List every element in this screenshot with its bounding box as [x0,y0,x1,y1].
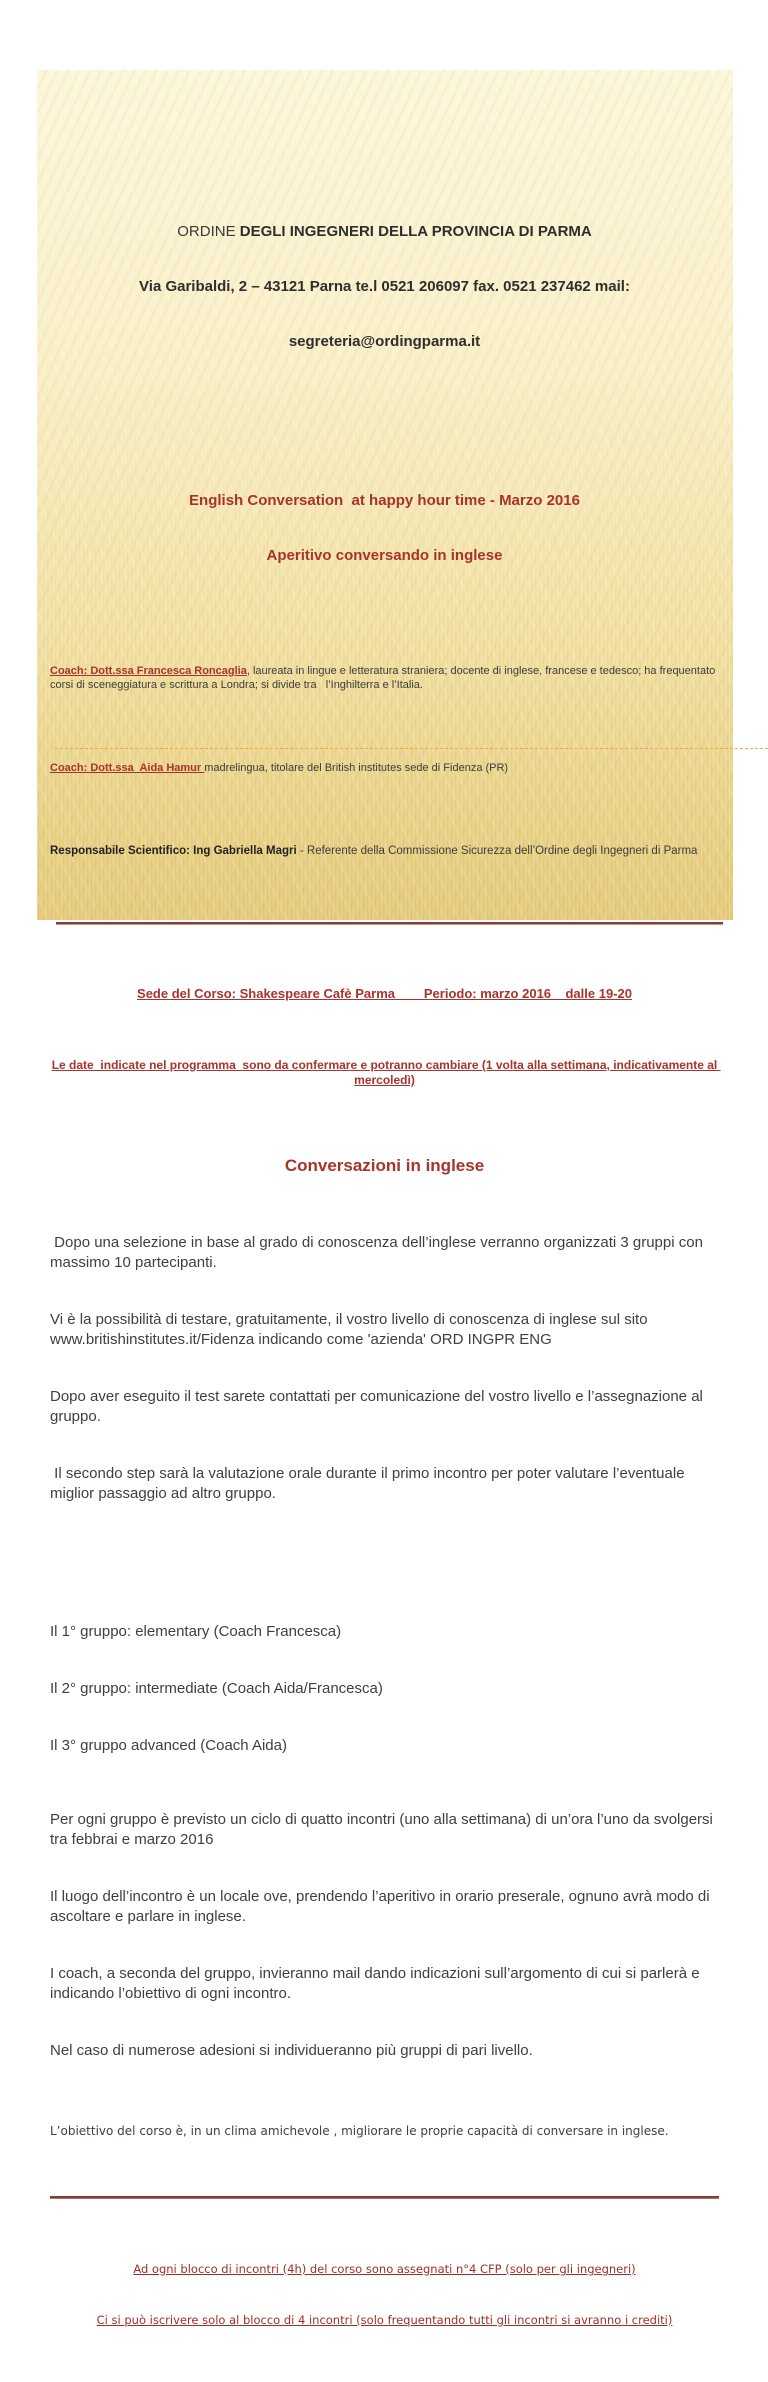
cfp-note-enrollment-text: Ci si può iscrivere solo al blocco di 4 incontri (solo frequentando tutti gli incontri si avranno i crediti) [96,2313,673,2327]
dates-note-text: Le date indicate nel programma sono da confermare e potranno cambiare (1 volta alla settimana, indicativamente al mercoledì) [51,1058,721,1087]
coach-francesca-description: , laureata in lingue e letteratura straniera; docente di inglese, francese e tedesco; ha frequentato corsi di sceneggiatura e scrittura a Londra; si divide tra l’Inghilterra e l’Italia. [50,665,719,691]
group-item-elementary: Il 1° gruppo: elementary (Coach Francesca) [50,1623,342,1640]
venue-period-line [50,985,719,1002]
org-name-prefix: ORDINE [177,223,240,240]
paragraph-test-result: Dopo aver eseguito il test sarete contattati per comunicazione del vostro livello e l’assegnazione al gruppo. [50,1388,708,1425]
venue-period-text: Sede del Corso: Shakespeare Cafè Parma Periodo: marzo 2016 dalle 19-20 [137,986,632,1001]
org-header [50,186,719,387]
event-title-italian: Aperitivo conversando in inglese [266,547,503,564]
separator-line-top [56,922,723,925]
section-title: Conversazioni in inglese [284,1156,485,1175]
event-title-english: English Conversation at happy hour time - Marzo 2016 [189,492,580,509]
objective-line: L’obiettivo del corso è, in un clima amichevole , migliorare le proprie capacità di conversare in inglese. [50,2123,669,2138]
group-item-advanced: Il 3° gruppo advanced (Coach Aida) [50,1737,287,1754]
paragraph-cycle: Per ogni gruppo è previsto un ciclo di quatto incontri (uno alla settimana) di un’ora l’uno da svolgersi tra febbrai e marzo 2016 [50,1811,718,1848]
coach-francesca-label: Coach: Dott.ssa Francesca Roncaglia [50,665,247,677]
paragraph-selection: Dopo una selezione in base al grado di conoscenza dell’inglese verranno organizzati 3 gruppi con massimo 10 partecipanti. [50,1234,708,1271]
paragraph-venue: Il luogo dell’incontro è un locale ove, prendendo l’aperitivo in orario preserale, ognuno avrà modo di ascoltare e parlare in inglese. [50,1888,714,1925]
cfp-note-credits-text: Ad ogni blocco di incontri (4h) del corso sono assegnati n°4 CFP (solo per gli ingegneri) [133,2262,636,2276]
paragraph-more-groups: Nel caso di numerose adesioni si individueranno più gruppi di pari livello. [50,2042,533,2059]
document-content [37,70,733,2382]
event-titles [50,455,719,601]
org-name-bold: DEGLI INGEGNERI DELLA PROVINCIA DI PARMA [239,223,592,240]
org-name-line [50,222,719,241]
paragraph-coach-mail: I coach, a seconda del gruppo, invieranno mail dando indicazioni sull’argomento di cui si parlerà e indicando l’obiettivo di ogni incontro. [50,1965,704,2002]
scientific-lead-description: - Referente della Commissione Sicurezza dell’Ordine degli Ingegneri di Parma [296,845,698,857]
group-item-intermediate: Il 2° gruppo: intermediate (Coach Aida/Francesca) [50,1680,383,1697]
scientific-lead-label: Responsabile Scientifico: Ing Gabriella Magri [50,845,297,857]
coach-aida-label: Coach: Dott.ssa Aida Hamur [50,762,205,774]
org-address: Via Garibaldi, 2 – 43121 Parna te.l 0521 206097 fax. 0521 237462 mail: [139,278,630,295]
flyer-document [37,70,733,2327]
coach-aida-paragraph [50,761,719,775]
blank-line [50,1559,719,1567]
paragraph-second-step: Il secondo step sarà la valutazione orale durante il primo incontro per poter valutare l’eventuale miglior passaggio ad altro gruppo. [50,1465,689,1502]
separator-line-bottom [50,2196,719,2199]
cfp-note-credits [50,2262,719,2277]
org-email: segreteria@ordingparma.it [288,333,481,350]
cfp-note-enrollment [50,2313,719,2328]
scientific-lead-paragraph [50,844,719,859]
coach-aida-description: madrelingua, titolare del British institutes sede di Fidenza (PR) [204,762,509,774]
coach-francesca-paragraph [50,664,719,692]
paragraph-test-site: Vi è la possibilità di testare, gratuitamente, il vostro livello di conoscenza di inglese sul sito www.britishinstitutes.it/Fidenza indicando come 'azienda' ORD INGPR ENG [50,1311,652,1348]
dates-note [50,1058,719,1088]
